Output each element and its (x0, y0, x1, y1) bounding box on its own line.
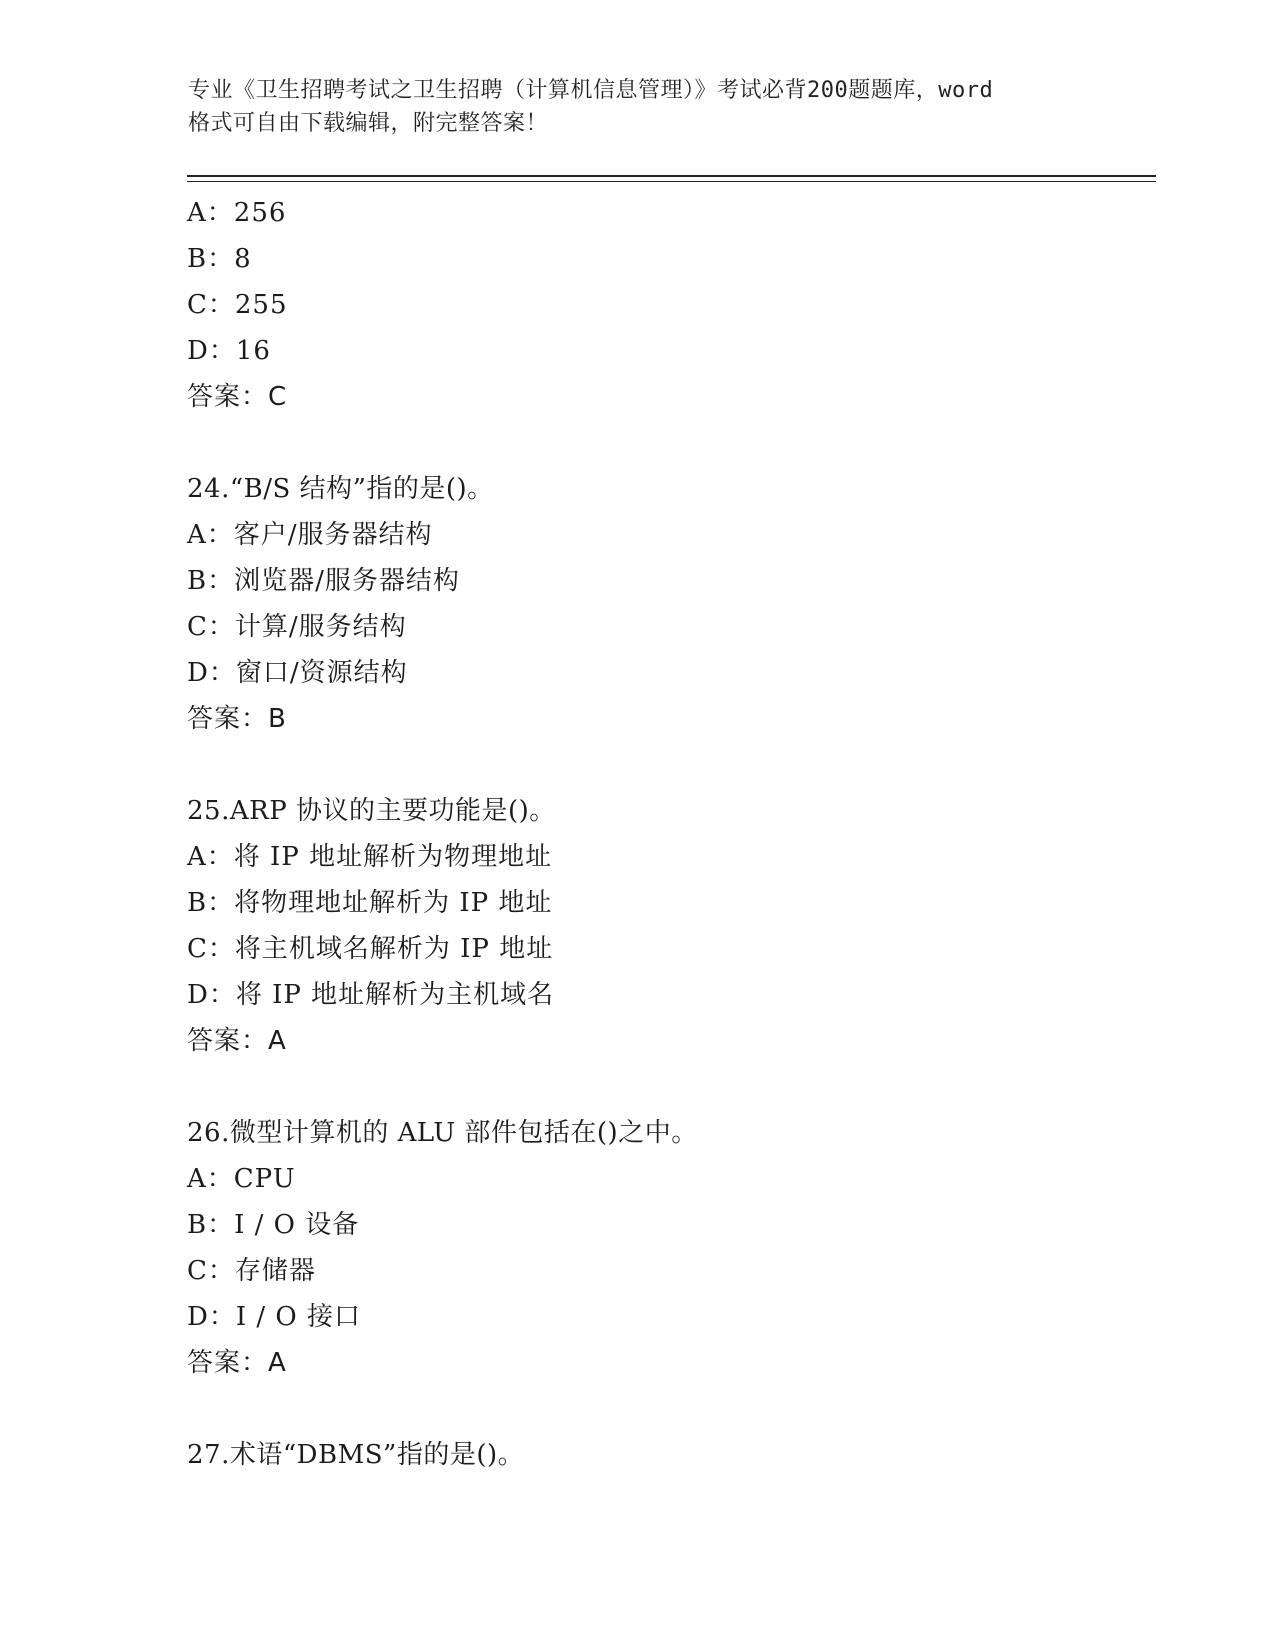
question-stem: 27.术语“DBMS”指的是()。 (187, 1440, 525, 1470)
answer-option: B：将物理地址解析为 IP 地址 (187, 888, 553, 918)
answer-line: 答案：B (187, 704, 287, 734)
header-divider-thin (187, 181, 1156, 182)
question-list (187, 190, 1147, 1478)
spacer (187, 420, 1147, 466)
answer-option: A：将 IP 地址解析为物理地址 (187, 842, 553, 872)
answer-option: D：窗口/资源结构 (187, 658, 408, 688)
question-stem: 25.ARP 协议的主要功能是()。 (187, 796, 556, 826)
answer-option: A：客户/服务器结构 (187, 520, 433, 550)
answer-line: 答案：A (187, 1348, 287, 1378)
header-line-2: 格式可自由下载编辑，附完整答案！ (188, 111, 549, 136)
spacer (187, 742, 1147, 788)
answer-line: 答案：C (187, 382, 288, 412)
answer-option: D：将 IP 地址解析为主机域名 (187, 980, 555, 1010)
answer-option: B：I / O 设备 (187, 1210, 360, 1240)
header-divider (187, 175, 1156, 177)
question-stem: 26.微型计算机的 ALU 部件包括在()之中。 (187, 1118, 698, 1148)
answer-option: C：存储器 (187, 1256, 316, 1286)
document-header (188, 74, 1088, 140)
answer-line: 答案：A (187, 1026, 287, 1056)
answer-option: A：256 (187, 198, 287, 228)
header-line-1: 专业《卫生招聘考试之卫生招聘（计算机信息管理）》考试必背200题题库，word (188, 78, 994, 103)
answer-option: B：8 (187, 244, 252, 274)
spacer (187, 1064, 1147, 1110)
answer-option: D：16 (187, 336, 271, 366)
answer-option: C：255 (187, 290, 288, 320)
spacer (187, 1386, 1147, 1432)
answer-option: C：计算/服务结构 (187, 612, 407, 642)
question-stem: 24.“B/S 结构”指的是()。 (187, 474, 494, 504)
answer-option: D：I / O 接口 (187, 1302, 361, 1332)
answer-option: B：浏览器/服务器结构 (187, 566, 460, 596)
answer-option: A：CPU (187, 1164, 296, 1194)
answer-option: C：将主机域名解析为 IP 地址 (187, 934, 554, 964)
